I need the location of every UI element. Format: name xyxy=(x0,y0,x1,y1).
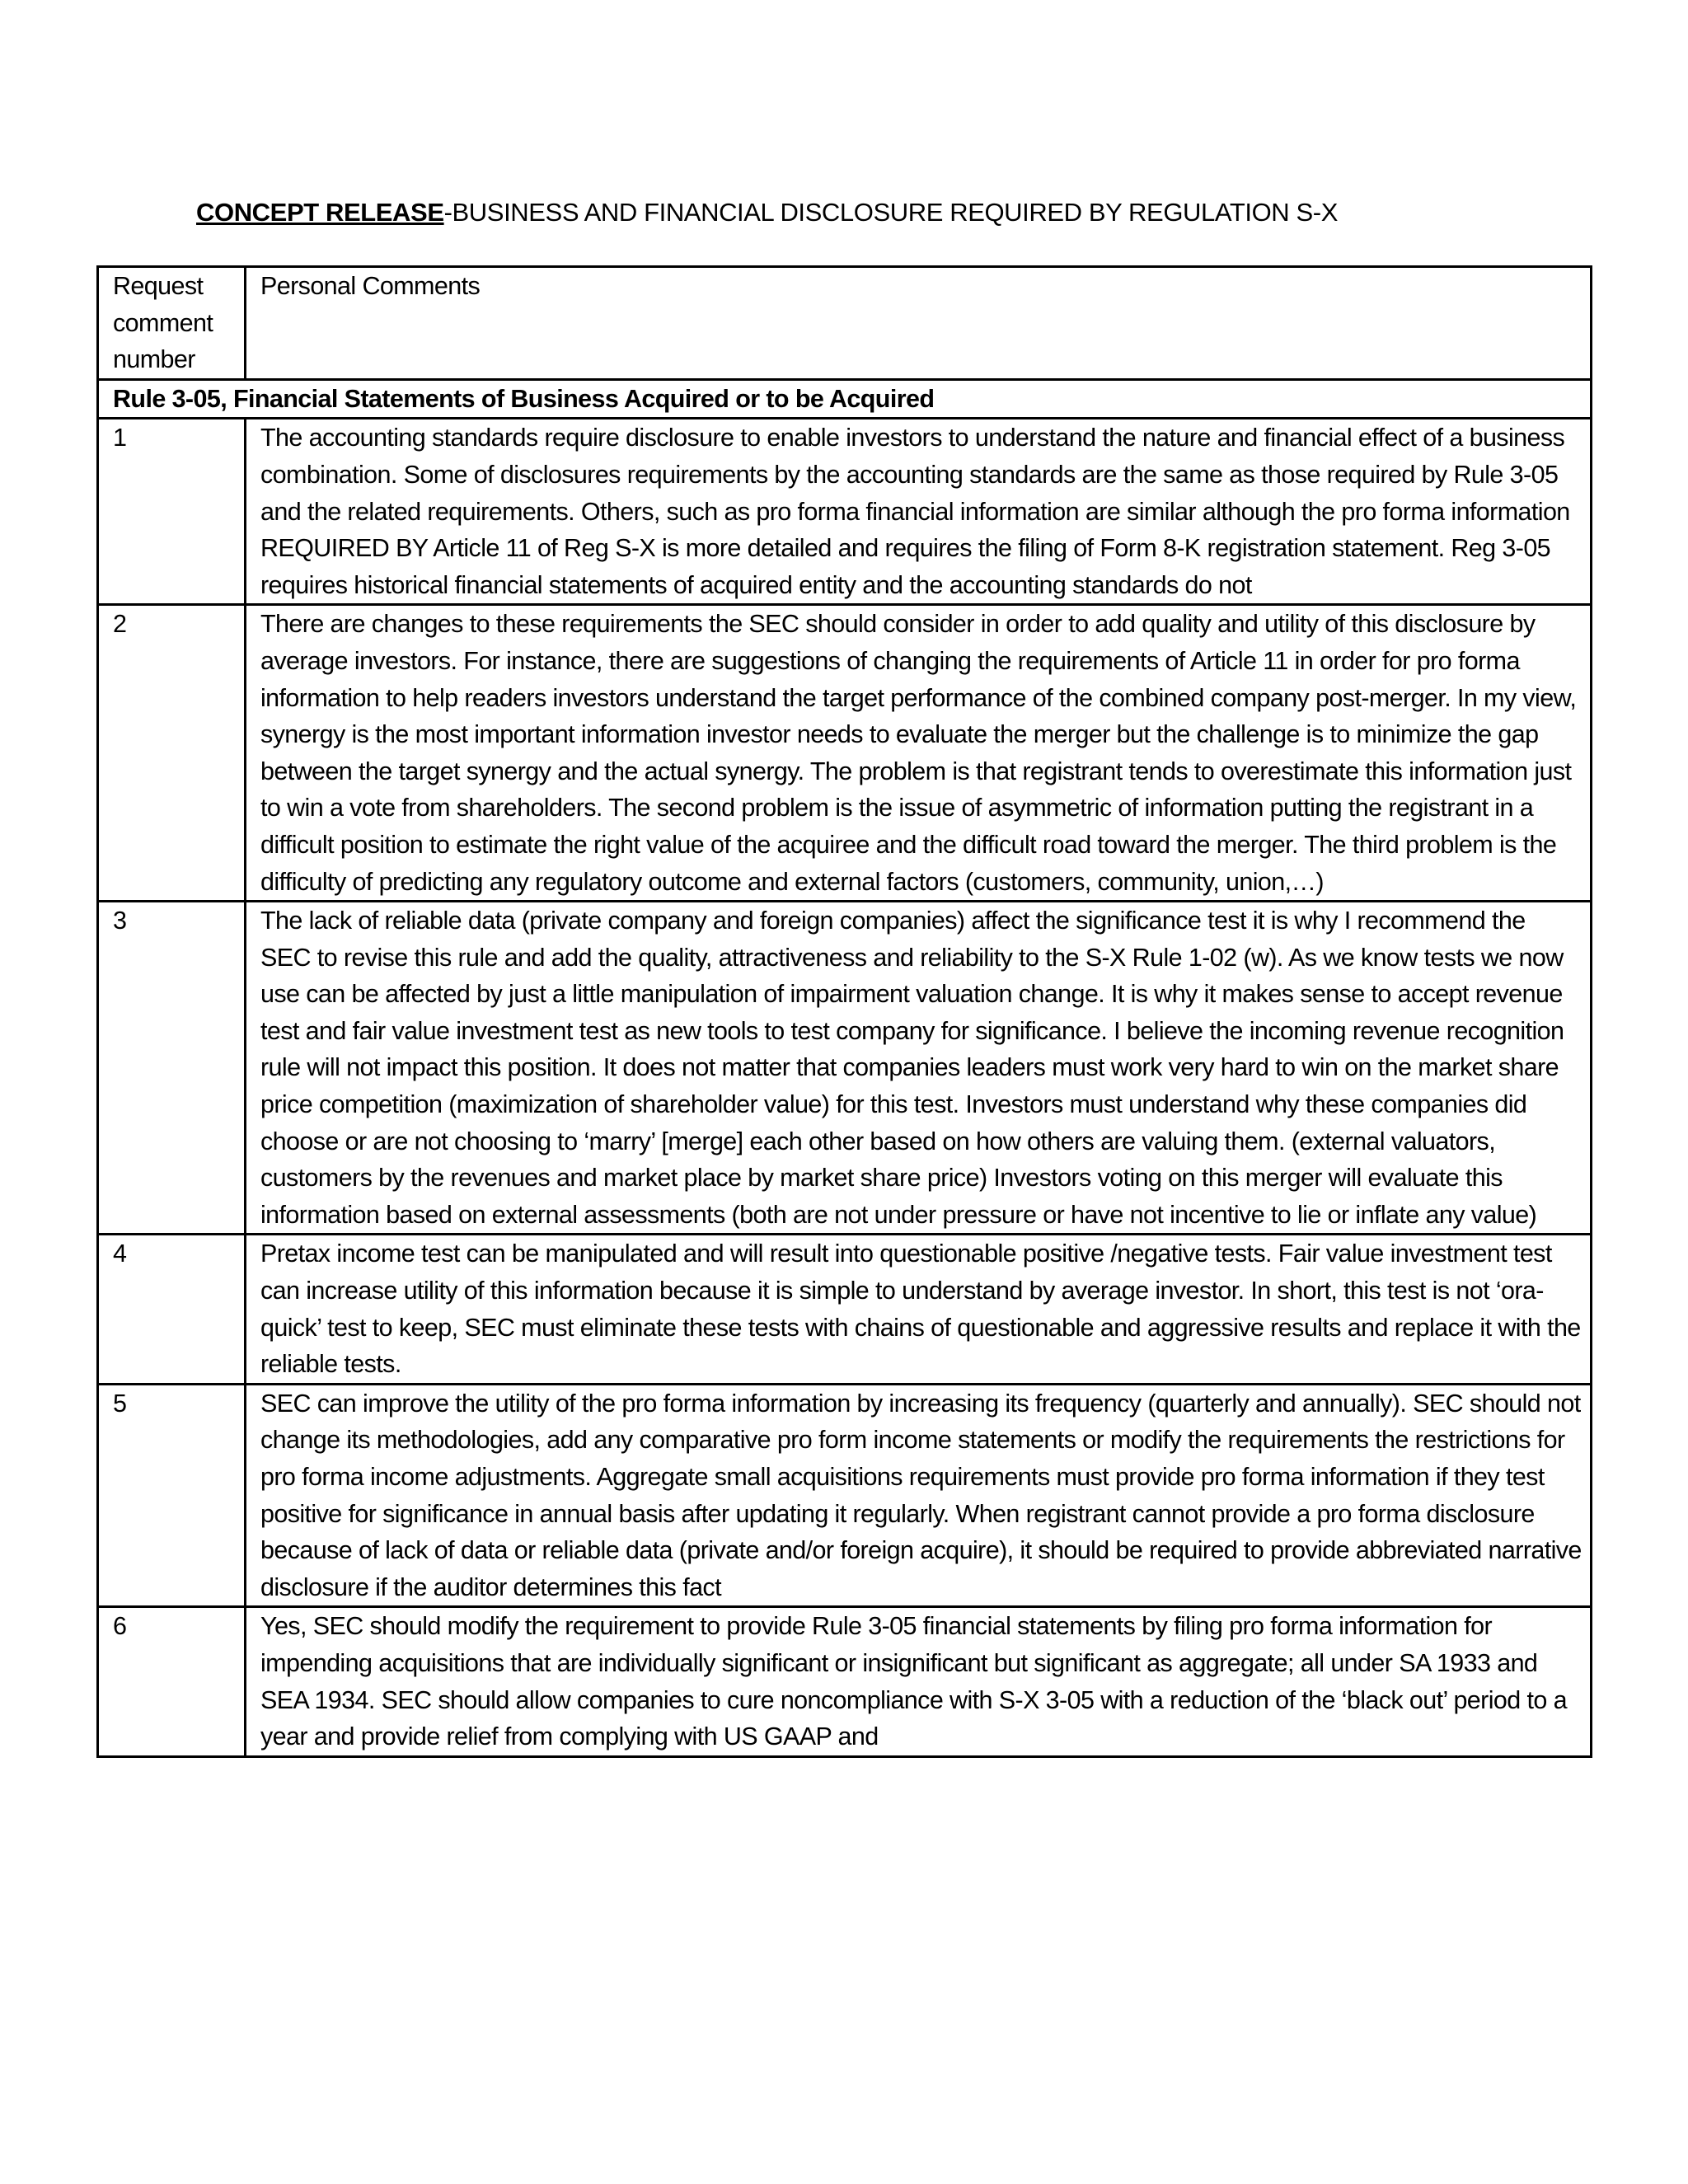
row-comment: The lack of reliable data (private company and foreign companies) affect the significance test it is why I recommend the SEC to revise this rule and add the quality, attractiveness and reliability to the S-X Rule 1-02 (w). As we know tests we now use can be affected by just a little manipulation of impairment valuation change. It is why it makes sense to accept revenue test and fair value investment test as new tools to test company for significance. I believe the incoming revenue recognition rule will not impact this position. It does not matter that companies leaders must work very hard to win on the market share price competition (maximization of shareholder value) for this test. Investors must understand why these companies did choose or are not choosing to ‘marry’ [merge] each other based on how others are valuing them. (external valuators, customers by the revenues and market place by market share price) Investors voting on this merger will evaluate this information based on external assessments (both are not under pressure or have not incentive to lie or inflate any value) xyxy=(246,902,1592,1235)
row-comment: SEC can improve the utility of the pro forma information by increasing its frequency (quarterly and annually). SEC should not change its methodologies, add any comparative pro form income statements or modify the requirements the restrictions for pro forma income adjustments. Aggregate small acquisitions requirements must provide pro forma information if they test positive for significance in annual basis after updating it regularly. When registrant cannot provide a pro forma disclosure because of lack of data or reliable data (private and/or foreign acquire), it should be required to provide abbreviated narrative disclosure if the auditor determines this fact xyxy=(246,1384,1592,1607)
title-subject: -BUSINESS AND FINANCIAL DISCLOSURE REQUIRED BY REGULATION S-X xyxy=(443,198,1338,227)
table-row xyxy=(98,1607,1592,1756)
header-personal-comments: Personal Comments xyxy=(246,267,1592,380)
row-number: 3 xyxy=(98,902,246,1235)
comments-table xyxy=(96,265,1592,1758)
table-header-row xyxy=(98,267,1592,380)
table-row xyxy=(98,419,1592,605)
table-row xyxy=(98,902,1592,1235)
row-comment: The accounting standards require disclosure to enable investors to understand the nature and financial effect of a business combination. Some of disclosures requirements by the accounting standards are the same as those required by Rule 3-05 and the related requirements. Others, such as pro forma financial information are similar although the pro forma information REQUIRED BY Article 11 of Reg S-X is more detailed and requires the filing of Form 8-K registration statement. Reg 3-05 requires historical financial statements of acquired entity and the accounting standards do not xyxy=(246,419,1592,605)
row-number: 2 xyxy=(98,605,246,902)
section-heading: Rule 3-05, Financial Statements of Business Acquired or to be Acquired xyxy=(98,379,1592,419)
table-row xyxy=(98,605,1592,902)
row-number: 1 xyxy=(98,419,246,605)
section-heading-row xyxy=(98,379,1592,419)
table-row xyxy=(98,1384,1592,1607)
row-comment: There are changes to these requirements the SEC should consider in order to add quality and utility of this disclosure by average investors. For instance, there are suggestions of changing the requirements of Article 11 in order for pro forma information to help readers investors understand the target performance of the combined company post-merger. In my view, synergy is the most important information investor needs to evaluate the merger but the challenge is to minimize the gap between the target synergy and the actual synergy. The problem is that registrant tends to overestimate this information just to win a vote from shareholders. The second problem is the issue of asymmetric of information putting the registrant in a difficult position to estimate the right value of the acquiree and the difficult road toward the merger. The third problem is the difficulty of predicting any regulatory outcome and external factors (customers, community, union,…) xyxy=(246,605,1592,902)
row-comment: Yes, SEC should modify the requirement to provide Rule 3-05 financial statements by filing pro forma information for impending acquisitions that are individually significant or insignificant but significant as aggregate; all under SA 1933 and SEA 1934. SEC should allow companies to cure noncompliance with S-X 3-05 with a reduction of the ‘black out’ period to a year and provide relief from complying with US GAAP and xyxy=(246,1607,1592,1756)
page-title xyxy=(196,198,1338,227)
title-concept-release: CONCEPT RELEASE xyxy=(196,198,444,227)
header-request-number: Request comment number xyxy=(98,267,246,380)
row-number: 4 xyxy=(98,1235,246,1384)
row-number: 5 xyxy=(98,1384,246,1607)
table-row xyxy=(98,1235,1592,1384)
row-number: 6 xyxy=(98,1607,246,1756)
row-comment: Pretax income test can be manipulated and will result into questionable positive /negative tests. Fair value investment test can increase utility of this information because it is simple to understand by average investor. In short, this test is not ‘ora-quick’ test to keep, SEC must eliminate these tests with chains of questionable and aggressive results and replace it with the reliable tests. xyxy=(246,1235,1592,1384)
